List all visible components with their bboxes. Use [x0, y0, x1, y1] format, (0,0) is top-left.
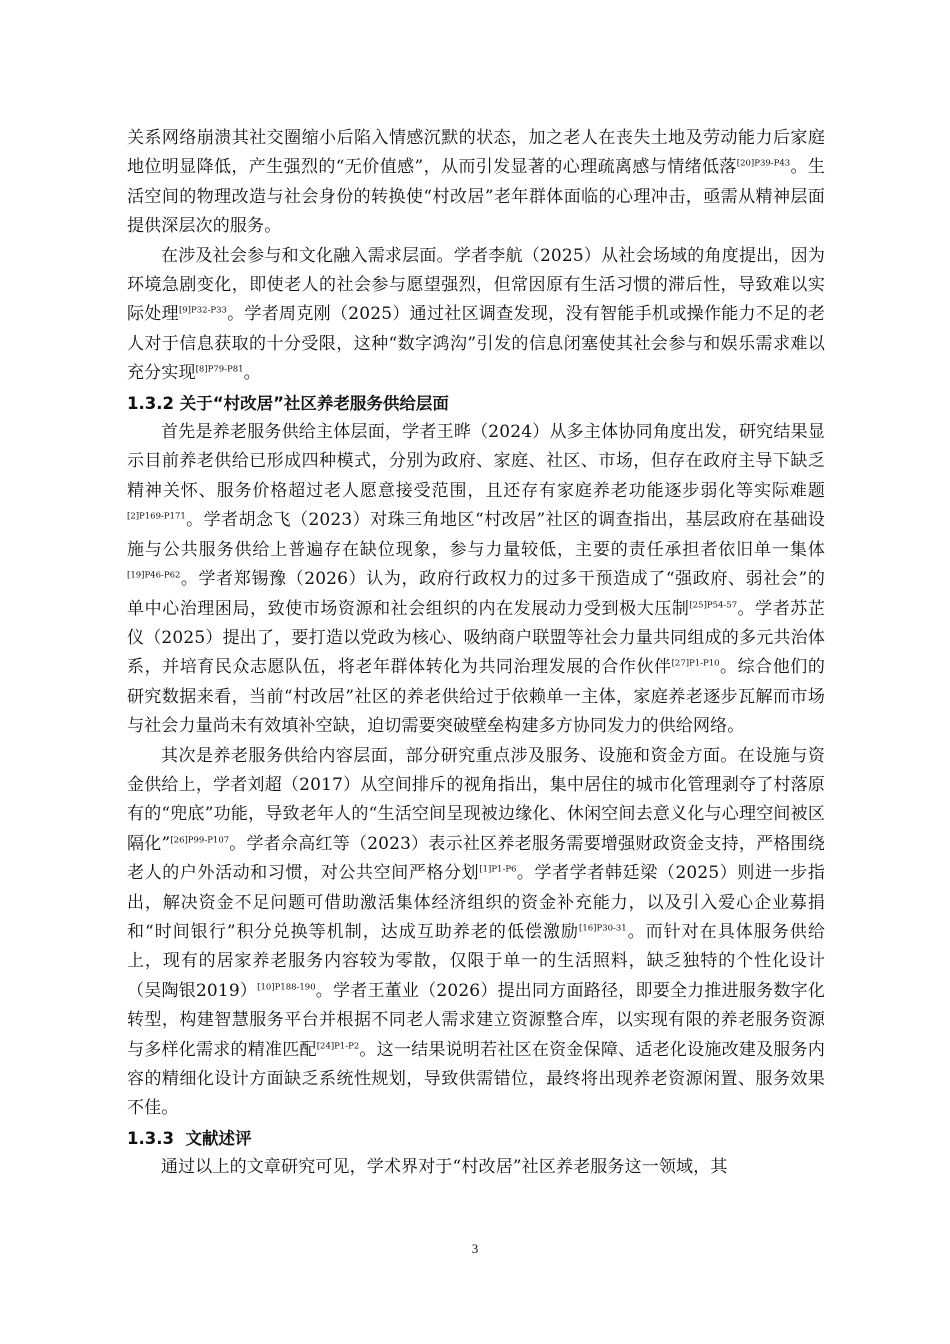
- citation-marker: [16]P30-31: [579, 923, 627, 934]
- citation-marker: [20]P39-P43: [736, 158, 791, 169]
- text-run: 。学者佘高红等（2023）表示社区养老服务需要增强财政资金支持，严格围绕老人的户外活动和习惯，对公共空间严格分划: [127, 833, 825, 884]
- document-page: [127, 124, 825, 1183]
- body-paragraph: [127, 242, 825, 389]
- text-run: 关系网络崩溃其社交圈缩小后陷入情感沉默的状态，加之老人在丧失土地及劳动能力后家庭地位明显降低，产生强烈的“无价值感”，从而引发显著的心理疏离感与情绪低落: [127, 128, 825, 178]
- text-run: 。而针对在具体服务供给上，现有的居家养老服务内容较为零散，仅限于单一的生活照料，缺乏独特的个性化设计（吴陶银2019）: [127, 921, 825, 1001]
- citation-marker: [10]P188-190: [257, 982, 316, 993]
- citation-marker: [19]P46-P62: [127, 570, 181, 581]
- citation-marker: [26]P99-P107: [170, 835, 230, 846]
- body-paragraph: [127, 1153, 825, 1182]
- text-run: 。学者胡念飞（2023）对珠三角地区“村改居”社区的调查指出，基层政府在基础设施与公共服务供给上普遍存在缺位现象，参与力量较低，主要的责任承担者依旧单一集体: [127, 510, 825, 560]
- section-heading: 1.3.2 关于“村改居”社区养老服务供给层面: [127, 393, 449, 413]
- text-run: 在涉及社会参与和文化融入需求层面。学者李航（2025）从社会场域的角度提出，因为环境急剧变化，即使老人的社会参与愿望强烈，但常因原有生活习惯的滞后性，导致难以实际处理: [127, 245, 825, 325]
- citation-marker: [27]P1-P10: [671, 658, 720, 669]
- citation-marker: [8]P79-P81: [195, 364, 244, 375]
- citation-marker: [9]P32-P33: [178, 305, 227, 316]
- text-run: 首先是养老服务供给主体层面，学者王晔（2024）从多主体协同角度出发，研究结果显示目前养老供给已形成四种模式，分别为政府、家庭、社区、市场，但存在政府主导下缺乏精神关怀、服务价格超过老人愿意接受范围，且还存有家庭养老功能逐步弱化等实际难题: [127, 422, 825, 501]
- text-run: 。学者郑锡豫（2026）认为，政府行政权力的过多干预造成了“强政府、弱社会”的单中心治理困局，致使市场资源和社会组织的内在发展动力受到极大压制: [127, 569, 825, 619]
- text-run: 。: [243, 363, 261, 384]
- text-run: 。学者王董业（2026）提出同方面路径，即要全力推进服务数字化转型，构建智慧服务平台并根据不同老人需求建立资源整合库，以实现有限的养老服务资源与多样化需求的精准匹配: [127, 980, 825, 1060]
- body-paragraph: [127, 124, 825, 242]
- text-run: 。生活空间的物理改造与社会身份的转换使“村改居”老年群体面临的心理冲击，亟需从精神层面提供深层次的服务。: [127, 157, 825, 237]
- text-run: 。学者学者韩廷梁（2025）则进一步指出，解决资金不足问题可借助激活集体经济组织的资金补充能力，以及引入爱心企业募捐和“时间银行”积分兑换等机制，达成互助养老的低偿激励: [127, 863, 825, 942]
- section-heading: 1.3.3 文献述评: [127, 1128, 252, 1148]
- text-run: 。这一结果说明若社区在资金保障、适老化设施改建及服务内容的精细化设计方面缺乏系统性规划，导致供需错位，最终将出现养老资源闲置、服务效果不佳。: [127, 1039, 825, 1119]
- text-run: 其次是养老服务供给内容层面，部分研究重点涉及服务、设施和资金方面。在设施与资金供给上，学者刘超（2017）从空间排斥的视角指出，集中居住的城市化管理剥夺了村落原有的“兜底”功能，导致老年人的“生活空间呈现被边缘化、休闲空间去意义化与心理空间被区隔化”: [127, 745, 825, 854]
- text-run: 通过以上的文章研究可见，学术界对于“村改居”社区养老服务这一领域，其: [161, 1157, 728, 1178]
- text-run: 。综合他们的研究数据来看，当前“村改居”社区的养老供给过于依赖单一主体，家庭养老逐步瓦解而市场与社会力量尚未有效填补空缺，迫切需要突破壁垒构建多方协同发力的供给网络。: [127, 657, 825, 737]
- page-number: 3: [471, 1241, 479, 1256]
- text-run: 。学者苏芷仪（2025）提出了，要打造以党政为核心、吸纳商户联盟等社会力量共同组成的多元共治体系，并培育民众志愿队伍，将老年群体转化为共同治理发展的合作伙伴: [127, 598, 825, 678]
- body-paragraph: [127, 742, 825, 1124]
- citation-marker: [2]P169-P171: [127, 511, 186, 522]
- citation-marker: [24]P1-P2: [316, 1040, 360, 1051]
- body-paragraph: [127, 418, 825, 741]
- citation-marker: [1]P1-P6: [479, 864, 517, 875]
- text-run: 。学者周克刚（2025）通过社区调查发现，没有智能手机或操作能力不足的老人对于信息获取的十分受限，这种“数字鸿沟”引发的信息闭塞使其社会参与和娱乐需求难以充分实现: [127, 304, 825, 384]
- citation-marker: [25]P54-57: [689, 599, 738, 610]
